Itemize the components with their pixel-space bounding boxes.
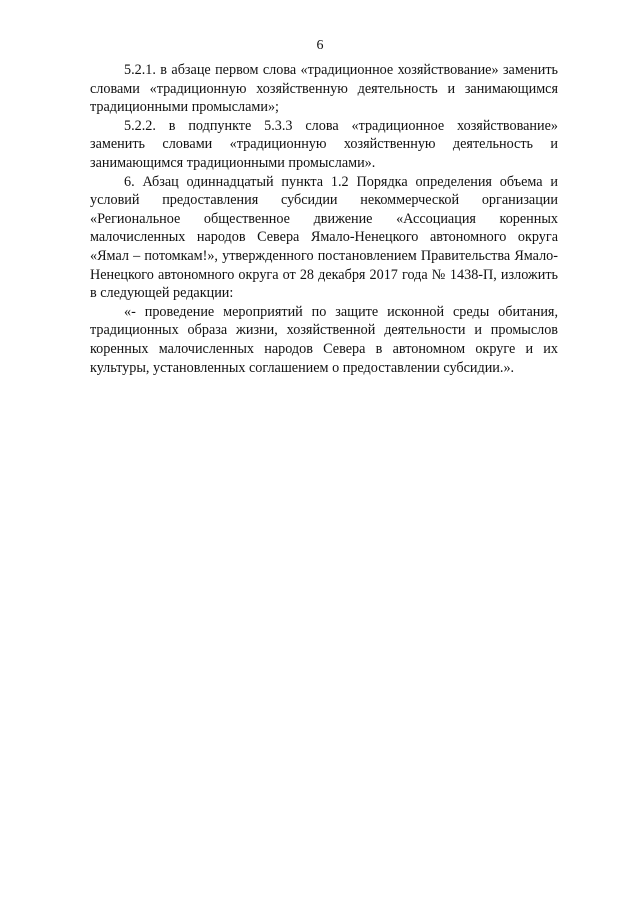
page-number: 6: [316, 38, 324, 53]
paragraph-6: 6. Абзац одиннадцатый пункта 1.2 Порядка определения объема и условий предоставления субсидии некоммерческой организации «Региональное общественное движение «Ассоциация коренных малочисленных народов Севера Ямало-Ненецкого автономного округа «Ямал – потомкам!», утвержденного постановлением Правительства Ямало-Ненецкого автономного округа от 28 декабря 2017 года № 1438-П, изложить в следующей редакции:: [90, 173, 558, 302]
document-body: [90, 61, 558, 377]
paragraph-quoted-text: «- проведение мероприятий по защите исконной среды обитания, традиционных образа жизни, хозяйственной деятельности и промыслов коренных малочисленных народов Севера в автономном округе и их культуры, установленных соглашением о предоставлении субсидии.».: [90, 303, 558, 376]
paragraph-5-2-1: 5.2.1. в абзаце первом слова «традиционное хозяйствование» заменить словами «традиционную хозяйственную деятельность и занимающимся традиционными промыслами»;: [90, 62, 558, 116]
paragraph-5-2-2: 5.2.2. в подпункте 5.3.3 слова «традиционное хозяйствование» заменить словами «традиционную хозяйственную деятельность и занимающимся традиционными промыслами».: [90, 117, 558, 171]
